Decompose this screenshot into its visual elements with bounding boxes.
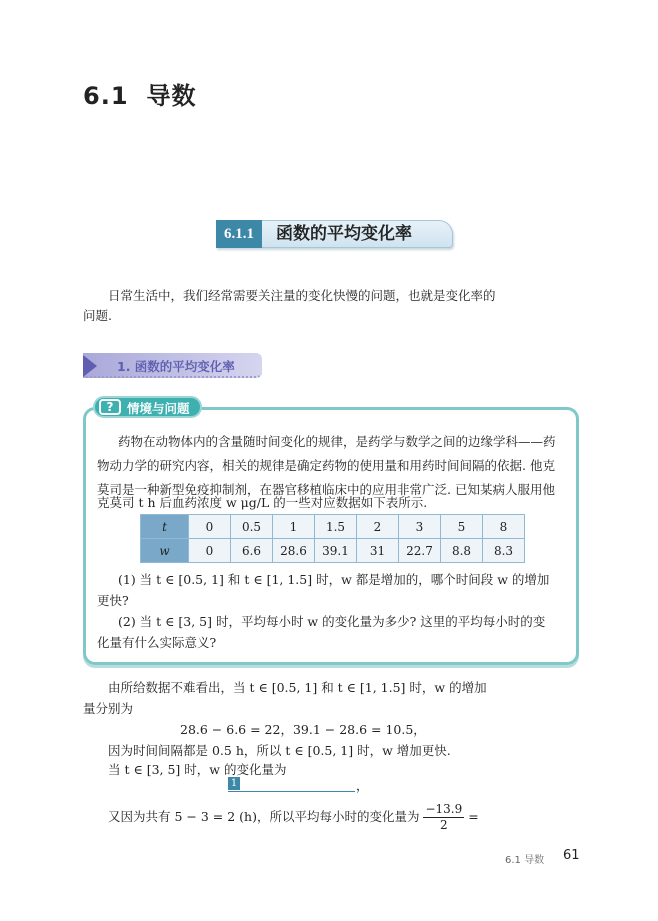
question-line: (1) 当 t ∈ [0.5, 1] 和 t ∈ [1, 1.5] 时，w 都是增加的，哪个时间段 w 的增加 <box>118 572 550 587</box>
chapter-heading <box>83 76 215 111</box>
tag-label: 情境与问题 <box>127 401 190 416</box>
section-badge <box>216 220 453 248</box>
table-cell: 39.1 <box>315 539 357 563</box>
table-cell: 0 <box>189 539 231 563</box>
blank-suffix: ， <box>356 778 369 793</box>
row-header: w <box>141 539 189 563</box>
table-cell: 0.5 <box>231 515 273 539</box>
data-table <box>140 514 525 563</box>
row-header: t <box>141 515 189 539</box>
table-cell: 5 <box>441 515 483 539</box>
table-cell: 0 <box>189 515 231 539</box>
solution-line: 当 t ∈ [3, 5] 时，w 的变化量为 <box>108 762 287 777</box>
table-cell: 22.7 <box>399 539 441 563</box>
fraction-numerator: −13.9 <box>425 802 463 816</box>
solution-last-line <box>108 802 479 833</box>
question-line: (2) 当 t ∈ [3, 5] 时，平均每小时 w 的变化量为多少? 这里的平均每小时的变 <box>118 614 546 629</box>
triangle-icon <box>83 355 97 377</box>
solution-line: 量分别为 <box>83 701 134 716</box>
intro-line: 问题. <box>83 308 112 323</box>
table-row <box>141 539 525 563</box>
question-icon: ? <box>99 399 121 415</box>
solution-line: 因为时间间隔都是 0.5 h，所以 t ∈ [0.5, 1] 时，w 增加更快. <box>108 743 451 758</box>
box-line: 莫司是一种新型免疫抑制剂，在器官移植临床中的应用非常广泛. 已知某病人服用他 <box>97 482 555 497</box>
fraction-denominator: 2 <box>440 818 448 832</box>
blank-number: 1 <box>228 777 240 790</box>
section-title: 函数的平均变化率 <box>262 220 453 248</box>
box-line: 克莫司 t h 后血药浓度 w μg/L 的一些对应数据如下表所示. <box>97 495 428 510</box>
table-cell: 28.6 <box>273 539 315 563</box>
solution-equation: 28.6 − 6.6 = 22，39.1 − 28.6 = 10.5， <box>180 722 426 737</box>
last-line-text: 又因为共有 5 − 3 = 2 (h)，所以平均每小时的变化量为 <box>108 809 420 824</box>
question-line: 更快? <box>97 593 129 608</box>
equals-sign: = <box>468 809 479 824</box>
subsection-title: 1. 函数的平均变化率 <box>117 359 235 374</box>
table-cell: 8 <box>483 515 525 539</box>
footer-section: 6.1 导数 <box>505 855 545 866</box>
box-line: 物动力学的研究内容，相关的规律是确定药物的使用量和用药时间间隔的依据. 他克 <box>97 458 555 473</box>
table-cell: 1.5 <box>315 515 357 539</box>
table-cell: 3 <box>399 515 441 539</box>
fill-blank[interactable] <box>228 777 355 792</box>
solution-line: 由所给数据不难看出，当 t ∈ [0.5, 1] 和 t ∈ [1, 1.5] 时，w 的增加 <box>108 680 487 695</box>
heading-number: 6.1 <box>83 82 129 110</box>
box-line: 药物在动物体内的含量随时间变化的规律，是药学与数学之间的边缘学科——药 <box>118 434 556 449</box>
intro-line: 日常生活中，我们经常需要关注量的变化快慢的问题，也就是变化率的 <box>108 288 496 303</box>
table-cell: 6.6 <box>231 539 273 563</box>
question-line: 化量有什么实际意义? <box>97 635 217 650</box>
table-row <box>141 515 525 539</box>
table-cell: 2 <box>357 515 399 539</box>
subsection-banner <box>83 353 262 378</box>
page-number: 61 <box>563 848 580 863</box>
fraction <box>423 802 464 833</box>
section-number: 6.1.1 <box>216 220 262 248</box>
table-cell: 8.3 <box>483 539 525 563</box>
heading-title: 导数 <box>146 82 197 110</box>
table-cell: 1 <box>273 515 315 539</box>
table-cell: 8.8 <box>441 539 483 563</box>
table-cell: 31 <box>357 539 399 563</box>
scenario-tag <box>93 396 202 418</box>
